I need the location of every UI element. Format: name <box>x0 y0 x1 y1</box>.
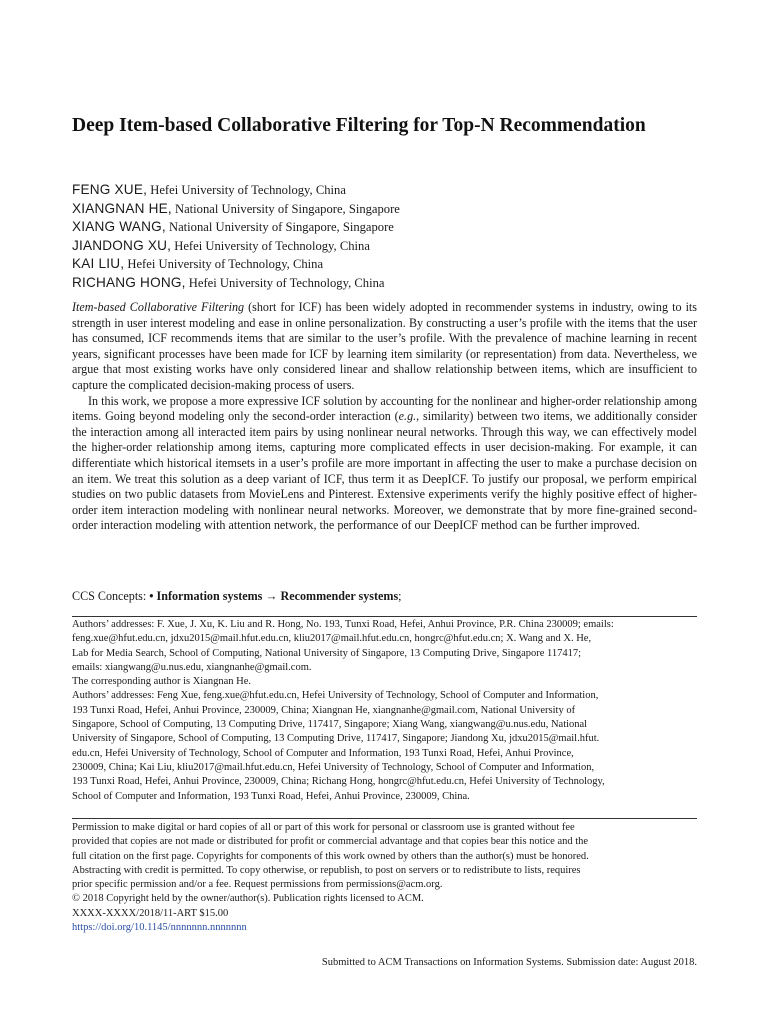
author-list <box>72 181 697 292</box>
paper-title: Deep Item-based Collaborative Filtering for Top-N Recommendation <box>72 115 646 136</box>
author-name: KAI LIU, <box>72 256 125 271</box>
author-affiliation: National University of Singapore, Singapore <box>169 220 394 234</box>
abstract-eg: e.g. <box>398 409 417 424</box>
abstract-paragraph-1 <box>72 300 697 394</box>
author-line <box>72 255 697 274</box>
permission-line: Abstracting with credit is permitted. To copy otherwise, or republish, to post on servers or to redistribute to lists, requires <box>72 864 581 876</box>
author-affiliation: Hefei University of Technology, China <box>127 257 324 271</box>
footnote-line: School of Computer and Information, 193 Tunxi Road, Hefei, Anhui Province, 230009, China. <box>72 790 470 802</box>
author-name: XIANGNAN HE, <box>72 200 172 216</box>
permission-notice <box>72 821 697 935</box>
footnote-line: University of Singapore, School of Computing, 13 Computing Drive, 117417, Singapore; Jiandong Xu, jdxu2015@mail.hfut. <box>72 733 600 745</box>
author-line <box>72 218 697 237</box>
abstract-paragraph-2 <box>72 394 697 534</box>
abstract-text: (short for ICF) has been widely adopted in recommender systems in industry, owing to its strength in user interest modeling and ease in online personalization. By constructing a user’s profile with the items that the user has consumed, ICF recommends items that are similar to the user’s profile. With the prevalence of machine learning in recent years, significant processes have been made for ICF by learning item similarity (or representation) from data. Nevertheless, we argue that most existing works have only considered linear and shallow relationship between items, which are insufficient to capture the complicated decision-making process of users. <box>72 300 697 392</box>
ccs-label: CCS Concepts: <box>72 589 147 603</box>
permission-line: prior specific permission and/or a fee. Request permissions from permissions@acm.org. <box>72 879 443 891</box>
author-affiliation: National University of Singapore, Singapore <box>175 201 400 216</box>
author-line <box>72 200 697 219</box>
doi-link[interactable]: https://doi.org/10.1145/nnnnnnn.nnnnnnn <box>72 922 247 934</box>
author-line <box>72 274 697 293</box>
copyright-line: © 2018 Copyright held by the owner/author(s). Publication rights licensed to ACM. <box>72 893 424 905</box>
abstract-text: , similarity) between two items, we additionally consider the interaction among all interacted item pairs by using nonlinear neural networks. Through this way, we can effectively model the higher-order relationship among items, capturing more complicated effects in user decision-making. For example, it can differentiate which historical itemsets in a user’s profile are more important in affecting the user to make a purchase decision on an item. We treat this solution as a deep variant of ICF, thus term it as DeepICF. To justify our proposal, we perform empirical studies on two public datasets from MovieLens and Pinterest. Extensive experiments verify the highly positive effect of higher-order item interaction modeling with nonlinear neural networks. Moreover, we demonstrate that by more fine-grained second-order interaction modeling with attention network, the performance of our DeepICF method can be further improved. <box>72 409 697 533</box>
author-addresses-footnote <box>72 618 697 804</box>
author-name: XIANG WANG, <box>72 219 166 234</box>
issn-line: XXXX-XXXX/2018/11-ART $15.00 <box>72 907 229 919</box>
ccs-concepts <box>72 588 697 604</box>
author-name: JIANDONG XU, <box>72 237 172 253</box>
footnote-line: Singapore, School of Computing, 13 Computing Drive, 117417, Singapore; Xiang Wang, xiangwang@u.nus.edu, National <box>72 719 588 731</box>
author-line <box>72 181 697 200</box>
submission-footer: Submitted to ACM Transactions on Information Systems. Submission date: August 2018. <box>321 957 697 968</box>
footnote-line: 193 Tunxi Road, Hefei, Anhui Province, 230009, China; Xiangnan He, xiangnanhe@gmail.com, National University of <box>72 704 576 716</box>
abstract-text: In this work, we propose a more expressive ICF solution by accounting for the nonlinear and higher-order relationship among items. Going beyond modeling only the second-order interaction ( <box>72 393 697 424</box>
footnote-line: edu.cn, Hefei University of Technology, School of Computer and Information, 193 Tunxi Road, Hefei, Anhui Province, <box>72 747 574 759</box>
abstract <box>72 300 697 534</box>
author-affiliation: Hefei University of Technology, China <box>150 183 346 197</box>
ccs-trail: ; <box>398 589 402 603</box>
permission-line: full citation on the first page. Copyrights for components of this work owned by others than the author(s) must be honored. <box>72 850 589 862</box>
abstract-term: Item-based Collaborative Filtering <box>72 300 245 314</box>
author-line <box>72 237 697 256</box>
author-name: FENG XUE, <box>72 182 148 197</box>
footnote-line: 230009, China; Kai Liu, kliu2017@mail.hfut.edu.cn, Hefei University of Technology, School of Computer and Information, <box>72 761 595 773</box>
permission-line: provided that copies are not made or distributed for profit or commercial advantage and that copies bear this notice and the <box>72 836 589 848</box>
footnote-line: Authors’ addresses: Feng Xue, feng.xue@hfut.edu.cn, Hefei University of Technology, School of Computer and Information, <box>72 690 599 702</box>
footnote-divider <box>72 616 697 617</box>
author-affiliation: Hefei University of Technology, China <box>188 275 385 290</box>
permission-line: Permission to make digital or hard copies of all or part of this work for personal or classroom use is granted without fee <box>72 822 575 833</box>
footnote-line: Authors’ addresses: F. Xue, J. Xu, K. Liu and R. Hong, No. 193, Tunxi Road, Hefei, Anhui Province, P.R. China 230009; emails: <box>72 619 614 630</box>
footnote-line: 193 Tunxi Road, Hefei, Anhui Province, 230009, China; Richang Hong, hongrc@hfut.edu.cn, Hefei University of Technology, <box>72 776 605 788</box>
footnote-line: emails: xiangwang@u.nus.edu, xiangnanhe@gmail.com. <box>72 661 312 673</box>
author-name: RICHANG HONG, <box>72 274 186 290</box>
author-affiliation: Hefei University of Technology, China <box>174 238 370 253</box>
footnote-line: Lab for Media Search, School of Computing, National University of Singapore, 13 Computing Drive, Singapore 117417; <box>72 647 582 659</box>
footnote-line: feng.xue@hfut.edu.cn, jdxu2015@mail.hfut.edu.cn, kliu2017@mail.hfut.edu.cn, hongrc@hfut.edu.cn; X. Wang and X. He, <box>72 633 592 645</box>
permission-divider <box>72 818 697 819</box>
corresponding-author-note: The corresponding author is Xiangnan He. <box>72 676 252 688</box>
ccs-concept-list: • Information systems → Recommender systems <box>149 589 399 603</box>
